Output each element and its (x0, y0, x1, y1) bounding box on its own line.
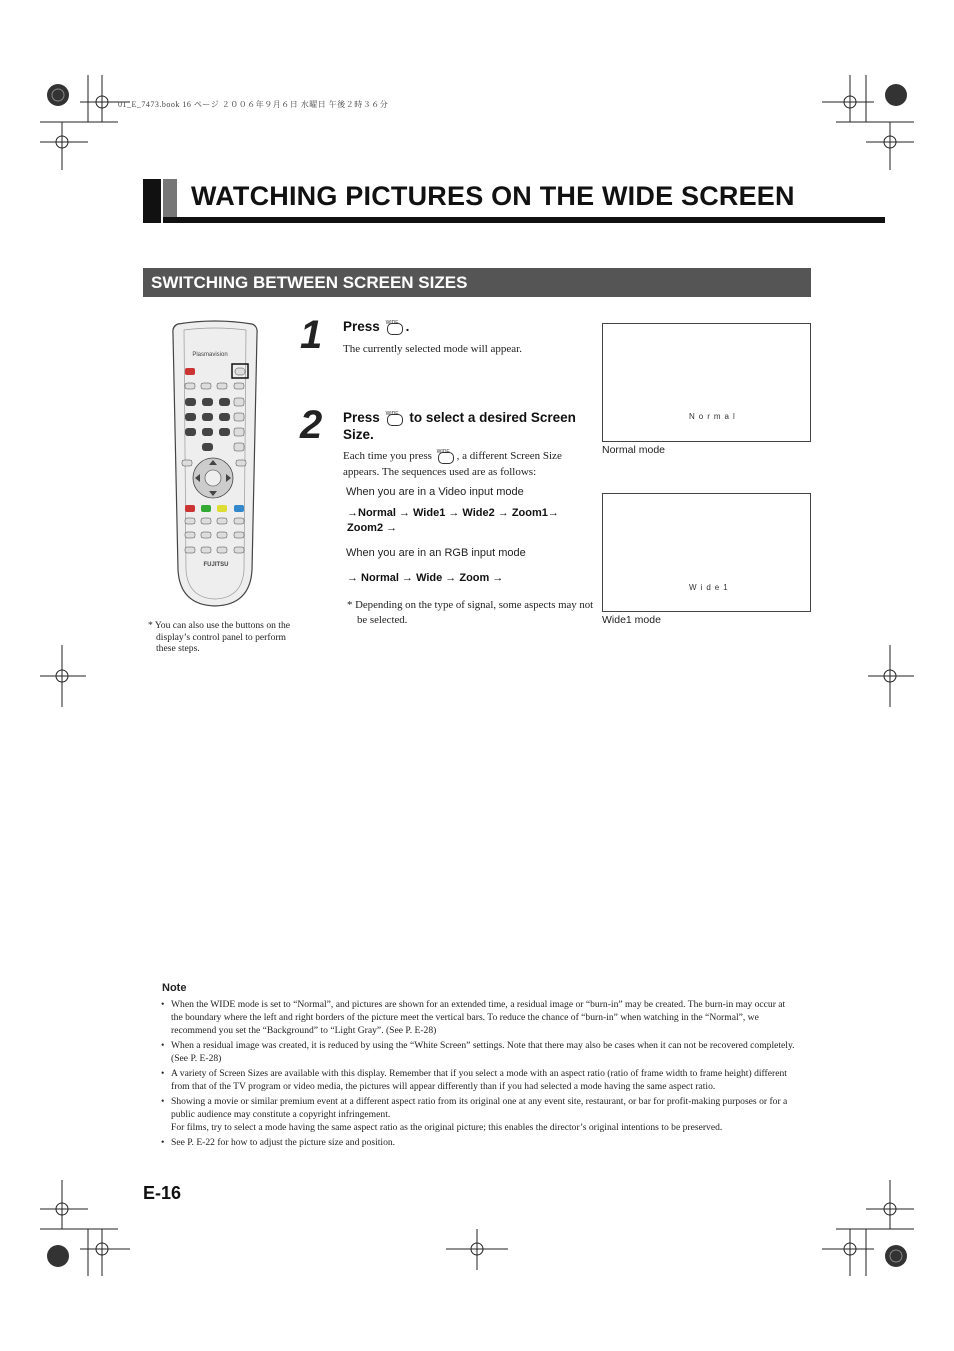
normal-mode-screen (602, 323, 811, 442)
note-item-text: Showing a movie or similar premium event at a different aspect ratio from its original one at any event site, restaurant, or bar for profit-making purposes or for a public audience may constitute a copyright infringement. (171, 1096, 788, 1120)
note-title: Note (162, 982, 187, 994)
wide-button-icon (387, 323, 403, 335)
page-title: WATCHING PICTURES ON THE WIDE SCREEN (191, 181, 795, 211)
normal-mode-screen-label: Normal (689, 412, 739, 421)
remote-note: * You can also use the buttons on the display’s control panel to perform these steps. (148, 620, 291, 654)
page-number: E-16 (143, 1183, 182, 1203)
step-2-body (343, 448, 588, 480)
step-1-number: 1 (300, 313, 323, 357)
step-2-body-post: , a different Screen Size appears. The sequences used are as follows: (343, 450, 562, 478)
title-rule (163, 217, 885, 223)
step-2-heading (343, 409, 593, 443)
page-title-bar (143, 179, 885, 223)
note-item: • When a residual image was created, it is reduced by using the “White Screen” settings. Note that there may also be cases when it can not be recovered completely. (See P. E-28) (160, 1039, 796, 1065)
wide1-mode-caption: Wide1 mode (602, 614, 661, 626)
section-header (143, 268, 811, 297)
note-item: • See P. E-22 for how to adjust the picture size and position. (160, 1136, 796, 1149)
step-2-body-pre: Each time you press (343, 450, 432, 462)
note-item-extra: For films, try to select a mode having the same aspect ratio as the original picture; this enables the director’s original intentions to be preserved. (171, 1122, 723, 1133)
remote-brand-top: Plasmavision (192, 352, 228, 358)
video-mode-label: When you are in a Video input mode (346, 486, 524, 498)
note-item (160, 1095, 796, 1134)
note-item: • A variety of Screen Sizes are available with this display. Remember that if you select a mode with an aspect ratio (ratio of frame width to frame height) different from that of the TV program or video media, the pictures will appear differently than if you had selected a mode having the same aspect ratio. (160, 1067, 796, 1093)
wide-button-icon (438, 452, 454, 464)
remote-control-illustration (170, 320, 260, 610)
video-mode-sequence-line-2: Zoom2 → (347, 522, 398, 534)
step-1-heading-end: . (405, 319, 410, 334)
rgb-mode-sequence: → Normal → Wide → Zoom → (347, 572, 504, 584)
step-1-heading (343, 318, 593, 335)
remote-brand-bottom: FUJITSU (203, 562, 229, 568)
note-item: • When the WIDE mode is set to “Normal”, and pictures are shown for an extended time, a residual image or “burn-in” may be created. The burn-in may occur at the boundary where the left and right borders of the picture meet the vertical bars. To reduce the chance of “burn-in” when watching in the “Normal”, we recommend you set the “Background” to “Light Gray”. (See P. E-28) (160, 998, 796, 1037)
rgb-mode-label: When you are in an RGB input mode (346, 547, 526, 559)
step-2-heading-rest: to select a desired Screen Size. (343, 410, 576, 442)
title-accent-block (143, 179, 161, 223)
step-2-footnote: * Depending on the type of signal, some aspects may not be selected. (347, 599, 594, 626)
wide1-mode-screen-label: Wide1 (689, 583, 732, 592)
section-title: SWITCHING BETWEEN SCREEN SIZES (151, 273, 468, 292)
video-mode-sequence-line-1: →Normal → Wide1 → Wide2 → Zoom1→ (347, 507, 559, 519)
step-1-press-label: Press (343, 319, 380, 334)
step-2-press-label: Press (343, 410, 380, 425)
step-2-number: 2 (300, 403, 323, 447)
title-accent-block-gray (163, 179, 177, 217)
wide1-mode-screen (602, 493, 811, 612)
note-list (160, 998, 796, 1151)
wide-button-icon (387, 414, 403, 426)
step-1-body: The currently selected mode will appear. (343, 343, 522, 355)
file-header: 01_E_7473.book 16 ページ ２００６年９月６日 水曜日 午後２時３６分 (118, 100, 389, 109)
normal-mode-caption: Normal mode (602, 444, 666, 456)
